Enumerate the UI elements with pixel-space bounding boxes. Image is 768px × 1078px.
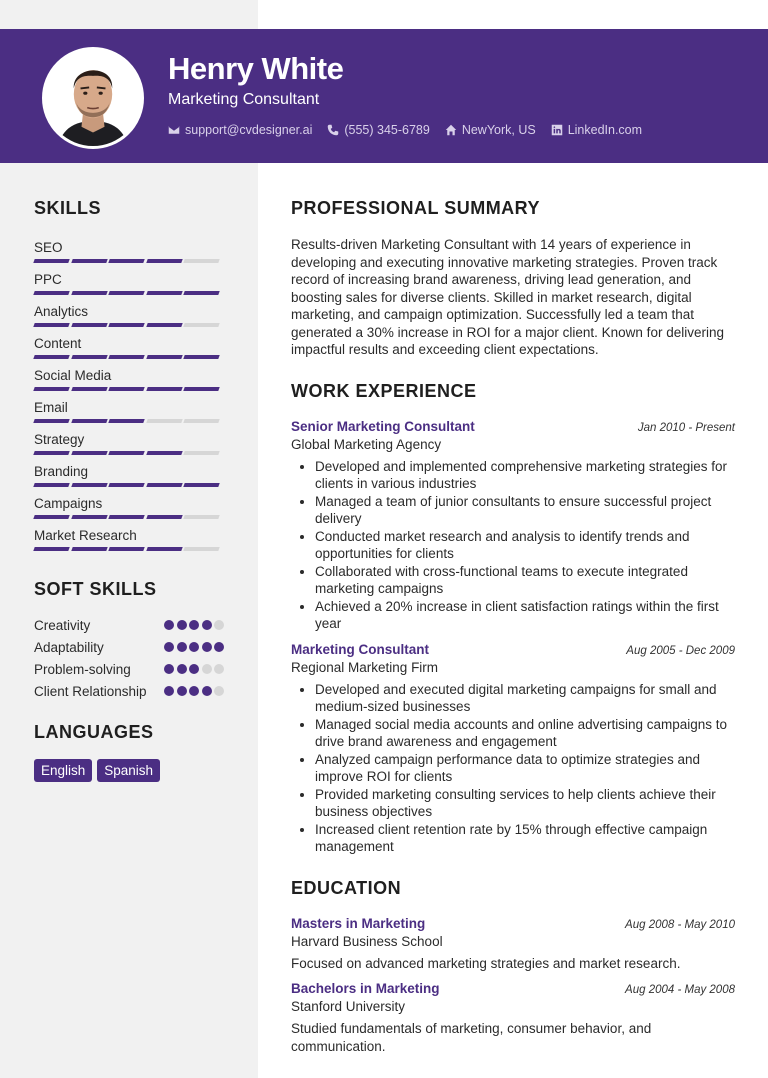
education-description: Studied fundamentals of marketing, consumer behavior, and communication. (291, 1021, 652, 1054)
skill-item (34, 527, 224, 559)
rating-dot (189, 664, 199, 674)
skill-bar-segment (33, 291, 69, 295)
skill-bar (34, 323, 224, 327)
skill-bar (34, 259, 224, 263)
soft-skill-item (34, 639, 224, 656)
avatar (42, 47, 144, 149)
job-header (291, 642, 735, 657)
soft-skill-label: Adaptability (34, 640, 104, 655)
rating-dot (177, 686, 187, 696)
experience-list (291, 419, 735, 856)
skill-bar-segment (146, 323, 182, 327)
soft-skill-label: Creativity (34, 618, 91, 633)
summary-text: Results-driven Marketing Consultant with 14 years of experience in developing and executing innovative marketing strategies. Proven track record of increasing brand awareness, driving lead generation, and boosting sales for diverse clients. Skilled in market research, digital marketing, and campaign optimization. Successfully led a team that generated a 30% increase in ROI for a major client. Known for delivering impactful results and exceeding client expectations. (291, 237, 724, 357)
skill-label: Content (34, 336, 82, 351)
skill-bar-segment (183, 355, 219, 359)
skill-item (34, 431, 224, 463)
skill-bar-segment (108, 387, 144, 391)
rating-dot (202, 620, 212, 630)
right-column (291, 198, 735, 1055)
skill-bar-segment (33, 355, 69, 359)
soft-skill-item (34, 661, 224, 678)
skill-bar-segment (33, 451, 69, 455)
skill-label: Branding (34, 464, 89, 479)
skill-bar (34, 419, 224, 423)
soft-skills-title: SOFT SKILLS (34, 579, 157, 599)
skill-bar-segment (146, 259, 182, 263)
education-entry (291, 916, 735, 973)
skill-label: Strategy (34, 432, 85, 447)
job-entry (291, 419, 735, 633)
rating-dot (164, 642, 174, 652)
job-entry (291, 642, 735, 856)
skill-item (34, 495, 224, 527)
skill-bar-segment (108, 451, 144, 455)
education-list (291, 916, 735, 1056)
skill-bar-segment (108, 547, 144, 551)
skill-item (34, 399, 224, 431)
skills-title: SKILLS (34, 198, 102, 218)
rating-dot (177, 664, 187, 674)
skill-bar (34, 387, 224, 391)
rating-dot (202, 664, 212, 674)
rating-dot (164, 620, 174, 630)
experience-title: WORK EXPERIENCE (291, 380, 477, 401)
skill-bar (34, 355, 224, 359)
skill-bar-segment (183, 291, 219, 295)
skill-bar-segment (71, 451, 107, 455)
skill-bar-segment (183, 483, 219, 487)
skill-bar (34, 483, 224, 487)
skill-bar-segment (183, 259, 219, 263)
job-company: Regional Marketing Firm (291, 659, 439, 675)
soft-skill-rating (162, 686, 225, 696)
skill-bar (34, 515, 224, 519)
skill-bar-segment (71, 291, 107, 295)
skill-label: Market Research (34, 528, 137, 543)
soft-skill-item (34, 683, 224, 700)
skill-bar-segment (108, 291, 144, 295)
skill-bar-segment (108, 355, 144, 359)
job-bullet: • Provided marketing consulting services to help clients achieve their business objectives (315, 786, 735, 821)
job-header (291, 419, 735, 434)
job-bullets (291, 458, 735, 633)
phone-icon (327, 124, 339, 136)
skill-bar-segment (146, 547, 182, 551)
candidate-role: Marketing Consultant (168, 91, 320, 108)
skill-bar-segment (33, 483, 69, 487)
skill-item (34, 367, 224, 399)
contact-bar (168, 123, 657, 137)
skill-bar-segment (183, 451, 219, 455)
rating-dot (177, 642, 187, 652)
job-company: Global Marketing Agency (291, 436, 442, 452)
job-bullet: • Developed and executed digital marketing campaigns for small and medium-sized businesses (315, 681, 735, 716)
rating-dot (214, 642, 224, 652)
resume-header (0, 29, 768, 163)
job-bullet: • Managed a team of junior consultants to ensure successful project delivery (315, 493, 735, 528)
skill-bar-segment (146, 355, 182, 359)
rating-dot (189, 642, 199, 652)
contact-location-text: NewYork, US (461, 123, 536, 137)
soft-skill-item (34, 617, 224, 634)
rating-dot (202, 642, 212, 652)
rating-dot (214, 686, 224, 696)
skill-label: Analytics (34, 304, 89, 319)
skill-label: Social Media (34, 368, 112, 383)
skill-label: SEO (34, 240, 63, 255)
education-title: EDUCATION (291, 877, 402, 898)
skill-label: Email (34, 400, 68, 415)
left-column (34, 198, 224, 782)
skill-bar (34, 291, 224, 295)
skill-bar-segment (33, 259, 69, 263)
skill-bar-segment (146, 419, 182, 423)
job-bullet: • Achieved a 20% increase in client satisfaction ratings within the first year (315, 598, 735, 633)
skill-bar-segment (71, 547, 107, 551)
rating-dot (189, 686, 199, 696)
soft-skill-label: Problem-solving (34, 662, 131, 677)
rating-dot (214, 664, 224, 674)
school-name: Stanford University (291, 999, 406, 1014)
soft-skills-list (34, 617, 224, 700)
skill-bar-segment (71, 419, 107, 423)
rating-dot (202, 686, 212, 696)
skill-bar-segment (33, 547, 69, 551)
soft-skill-rating (162, 664, 225, 674)
skill-bar-segment (146, 515, 182, 519)
skill-bar-segment (183, 547, 219, 551)
skill-bar-segment (33, 387, 69, 391)
rating-dot (214, 620, 224, 630)
skill-bar-segment (33, 515, 69, 519)
skill-bar-segment (183, 515, 219, 519)
skill-item (34, 463, 224, 495)
skill-bar-segment (71, 387, 107, 391)
profile-photo (45, 50, 141, 146)
skill-bar-segment (146, 291, 182, 295)
job-bullet: • Managed social media accounts and online advertising campaigns to drive brand awareness and engagement (315, 716, 735, 751)
education-entry (291, 981, 735, 1055)
rating-dot (164, 686, 174, 696)
job-bullet: • Increased client retention rate by 15% through effective campaign management (315, 821, 735, 856)
skill-bar-segment (183, 387, 219, 391)
job-date: Aug 2005 - Dec 2009 (626, 644, 735, 657)
skill-bar-segment (146, 483, 182, 487)
skill-bar-segment (108, 483, 144, 487)
contact-phone-text: (555) 345-6789 (344, 123, 430, 137)
education-date: Aug 2004 - May 2008 (625, 984, 735, 996)
skill-bar-segment (71, 323, 107, 327)
skills-list (34, 239, 224, 559)
skill-bar-segment (71, 515, 107, 519)
soft-skill-label: Client Relationship (34, 684, 147, 699)
skill-bar-segment (71, 259, 107, 263)
linkedin-icon (551, 124, 563, 136)
job-date: Jan 2010 - Present (637, 421, 735, 434)
skill-bar-segment (108, 259, 144, 263)
home-icon (445, 124, 457, 136)
skill-bar-segment (183, 323, 219, 327)
contact-email[interactable] (168, 123, 312, 137)
soft-skill-rating (162, 620, 225, 630)
degree-title: Masters in Marketing (291, 915, 426, 931)
skill-bar-segment (108, 419, 144, 423)
skill-bar-segment (108, 323, 144, 327)
skill-bar-segment (183, 419, 219, 423)
job-bullet: • Developed and implemented comprehensive marketing strategies for clients in various industries (315, 458, 735, 493)
job-title: Senior Marketing Consultant (291, 418, 475, 434)
education-header (291, 981, 735, 996)
rating-dot (164, 664, 174, 674)
contact-linkedin[interactable] (551, 123, 642, 137)
skill-bar-segment (146, 451, 182, 455)
rating-dot (177, 620, 187, 630)
skill-item (34, 239, 224, 271)
contact-linkedin-text: LinkedIn.com (567, 123, 643, 137)
language-tag: Spanish (97, 759, 160, 782)
skill-label: Campaigns (34, 496, 103, 511)
skill-label: PPC (34, 272, 62, 287)
skill-bar (34, 451, 224, 455)
skill-item (34, 303, 224, 335)
job-bullet: • Conducted market research and analysis to identify trends and opportunities for clients (315, 528, 735, 563)
skill-item (34, 335, 224, 367)
job-bullet: • Collaborated with cross-functional teams to execute integrated marketing campaigns (315, 563, 735, 598)
contact-phone[interactable] (327, 123, 429, 137)
languages-title: LANGUAGES (34, 722, 154, 742)
language-tag: English (34, 759, 92, 782)
skill-bar-segment (71, 355, 107, 359)
skill-bar-segment (146, 387, 182, 391)
education-header (291, 916, 735, 931)
skill-bar-segment (33, 419, 69, 423)
skill-bar (34, 547, 224, 551)
skill-bar-segment (108, 515, 144, 519)
job-bullets (291, 681, 735, 856)
skill-item (34, 271, 224, 303)
skill-bar-segment (33, 323, 69, 327)
soft-skill-rating (162, 642, 225, 652)
languages-list (34, 759, 224, 782)
job-bullet: • Analyzed campaign performance data to optimize strategies and improve ROI for clients (315, 751, 735, 786)
summary-title: PROFESSIONAL SUMMARY (291, 198, 541, 218)
education-description: Focused on advanced marketing strategies and market research. (291, 955, 681, 971)
school-name: Harvard Business School (291, 933, 443, 949)
rating-dot (189, 620, 199, 630)
job-title: Marketing Consultant (291, 641, 430, 657)
education-date: Aug 2008 - May 2010 (625, 918, 735, 931)
contact-location (445, 123, 536, 137)
candidate-name: Henry White (168, 51, 344, 86)
degree-title: Bachelors in Marketing (291, 981, 440, 996)
contact-email-text: support@cvdesigner.ai (185, 123, 313, 137)
envelope-icon (168, 124, 180, 136)
skill-bar-segment (71, 483, 107, 487)
